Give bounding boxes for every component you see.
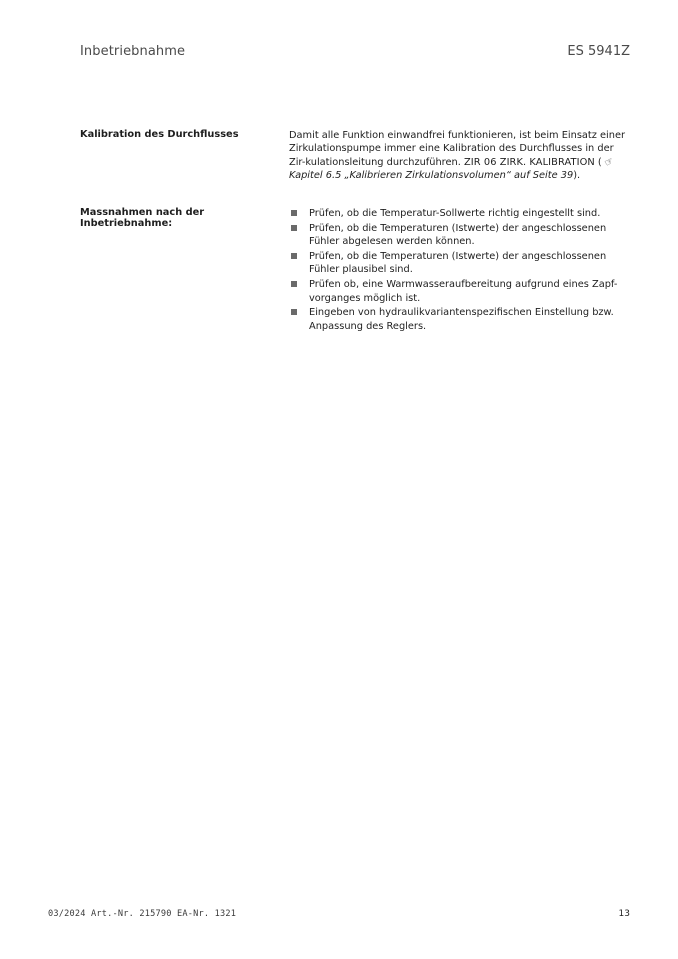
header-section-title: Inbetriebnahme	[80, 44, 186, 59]
square-bullet-icon	[291, 309, 297, 315]
paren-close: ).	[573, 170, 581, 182]
measures-list	[289, 207, 629, 333]
list-item: Prüfen, ob die Temperaturen (Istwerte) der angeschlossenen Fühler abgelesen werden können.	[289, 222, 629, 249]
calibration-label: Kalibration des Durchflusses	[80, 129, 239, 140]
list-item: Prüfen ob, eine Warmwasseraufbereitung aufgrund eines Zapf-vorganges möglich ist.	[289, 278, 629, 305]
paren-open: (	[594, 156, 602, 168]
footer-document-info: 03/2024 Art.-Nr. 215790 EA-Nr. 1321	[48, 909, 237, 919]
calibration-intro: Damit alle Funktion einwandfrei funktionieren, ist beim Einsatz einer Zirkulationspumpe immer eine Kalibration des Durchflusses in der Zir-kulationsleitung durchzuführen.	[289, 130, 626, 168]
square-bullet-icon	[291, 281, 297, 287]
list-item: Prüfen, ob die Temperaturen (Istwerte) der angeschlossenen Fühler plausibel sind.	[289, 250, 629, 277]
calibration-text	[289, 129, 629, 183]
square-bullet-icon	[291, 253, 297, 259]
hand-pointer-icon: ☞	[602, 155, 616, 170]
list-item: Eingeben von hydraulikvariantenspezifischen Einstellung bzw. Anpassung des Reglers.	[289, 306, 629, 333]
chapter-reference-link[interactable]: Kapitel 6.5 „Kalibrieren Zirkulationsvolumen“ auf Seite 39	[289, 170, 574, 182]
square-bullet-icon	[291, 210, 297, 216]
header-model-number: ES 5941Z	[567, 44, 630, 59]
square-bullet-icon	[291, 225, 297, 231]
measures-label: Massnahmen nach der Inbetriebnahme:	[80, 207, 205, 229]
measures-list-container	[289, 207, 629, 335]
menu-path: ZIR 06 ZIRK. KALIBRATION	[463, 156, 595, 168]
list-item: Prüfen, ob die Temperatur-Sollwerte richtig eingestellt sind.	[289, 207, 629, 220]
footer-page-number: 13	[618, 909, 630, 919]
